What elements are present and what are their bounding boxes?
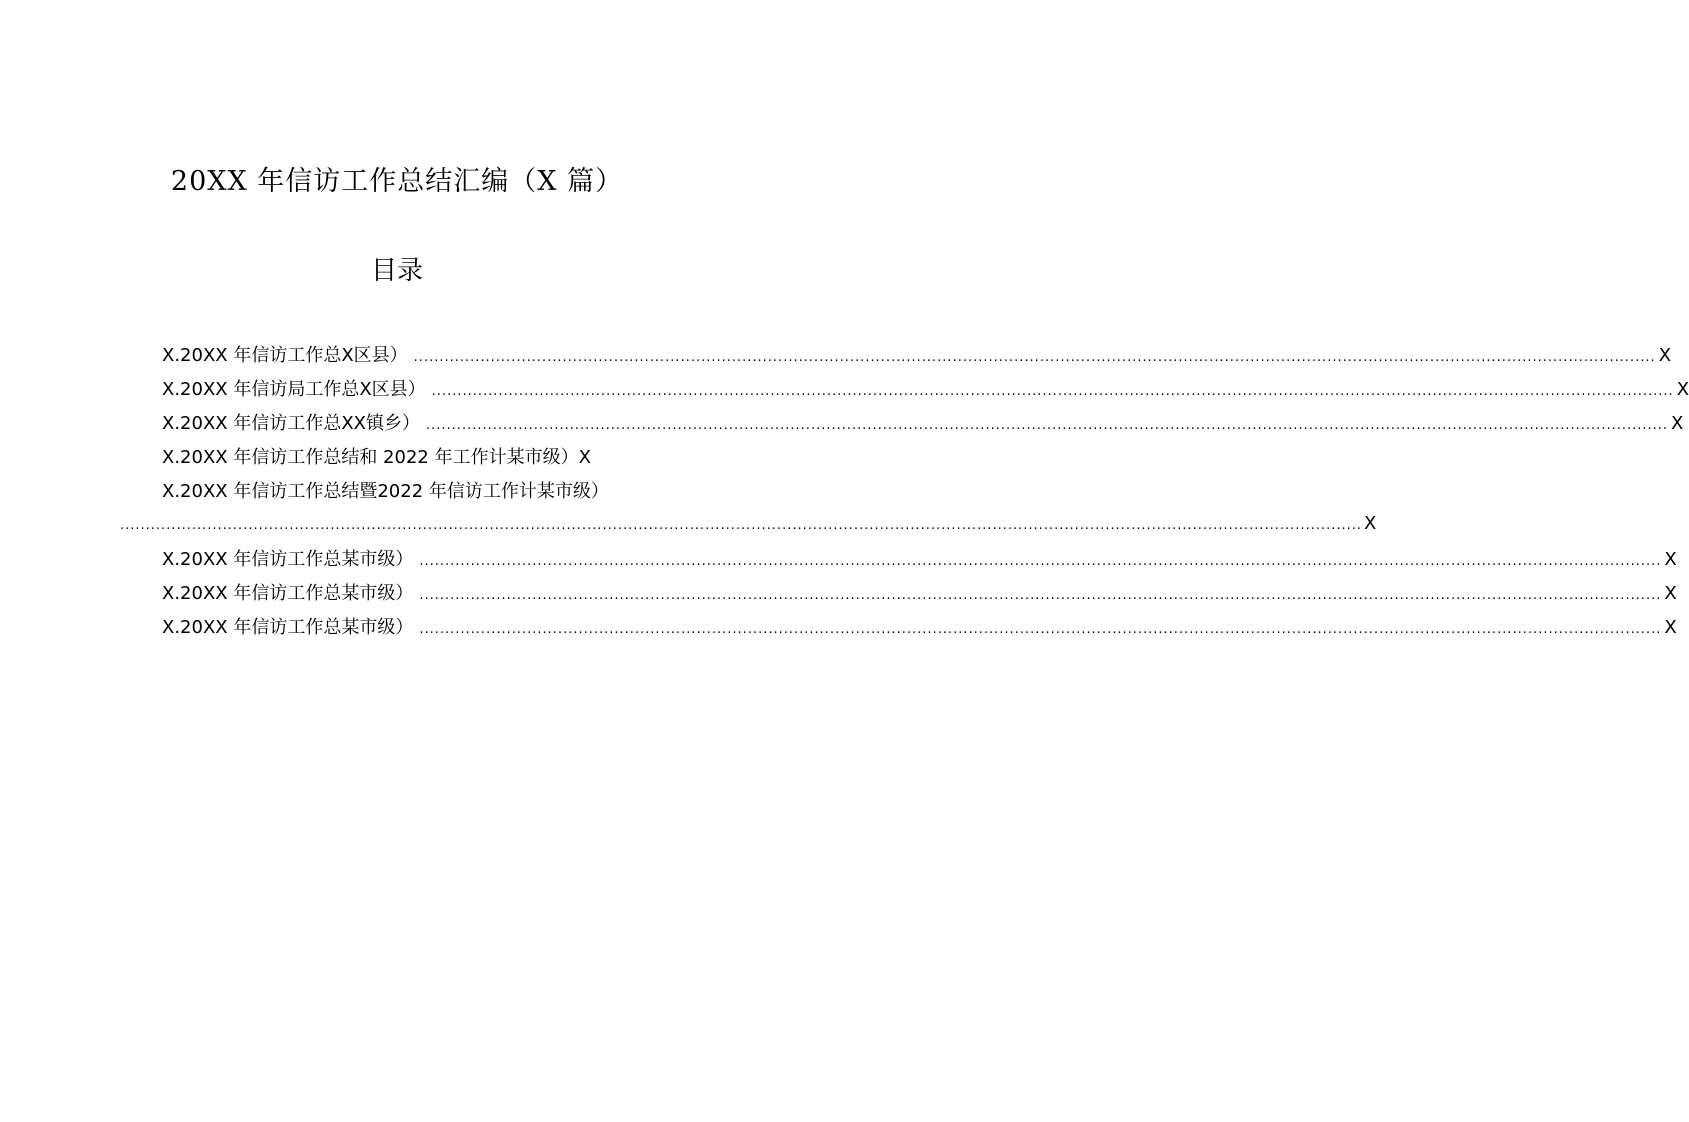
toc-entry-title: X.20XX 年信访局工作总X区县） [162,379,426,400]
toc-entry-title: X.20XX 年信访工作总某市级） [162,583,414,604]
toc-leader-dots: .................................................................................................................................................................................................................................................. [120,518,1363,533]
toc-leader-dots: .................................................................................................................................................................................................................................................. [419,588,1662,603]
toc-entry[interactable] [162,441,682,475]
toc-entry-title: X.20XX 年信访工作总结暨2022 年信访工作计某市级） [162,481,609,502]
toc-entry-page: X [1664,617,1677,638]
toc-entry[interactable] [162,611,1677,645]
toc-entry[interactable] [162,373,1689,407]
toc-entry-page: X [1671,413,1684,434]
toc-leader-dots: .................................................................................................................................................................................................................................................. [419,622,1662,637]
toc-entry-title: X.20XX 年信访工作总XX镇乡） [162,413,421,434]
toc-leader-dots: .................................................................................................................................................................................................................................................. [431,384,1674,399]
toc-entry[interactable] [162,407,1684,441]
toc-entry-page: X [1658,345,1672,366]
toc-entry[interactable] [162,577,1677,611]
toc-entry-page: X [1664,549,1677,570]
toc-entry[interactable] [162,339,1672,373]
toc-entry[interactable] [162,475,682,509]
toc-entry-title: X.20XX 年信访工作总某市级） [162,549,414,570]
toc-entry-title: X.20XX 年信访工作总X区县） [162,345,408,366]
toc-leader-dots: .................................................................................................................................................................................................................................................. [419,554,1662,569]
toc-entry-page: X [1364,513,1377,534]
toc-entry-page: X [1676,379,1689,400]
toc-entry[interactable] [162,543,1677,577]
document-title: 20XX 年信访工作总结汇编（X 篇） [170,166,624,197]
toc-leader-dots: .................................................................................................................................................................................................................................................. [426,418,1669,433]
toc-leader-dots: .................................................................................................................................................................................................................................................. [413,350,1656,365]
toc-entry-title: X.20XX 年信访工作总结和 2022 年工作计某市级）X [162,447,591,468]
toc-entry-title: X.20XX 年信访工作总某市级） [162,617,414,638]
toc-entry-page: X [1664,583,1677,604]
toc-entry-leader[interactable] [120,507,1377,541]
toc-heading: 目录 [370,256,423,286]
